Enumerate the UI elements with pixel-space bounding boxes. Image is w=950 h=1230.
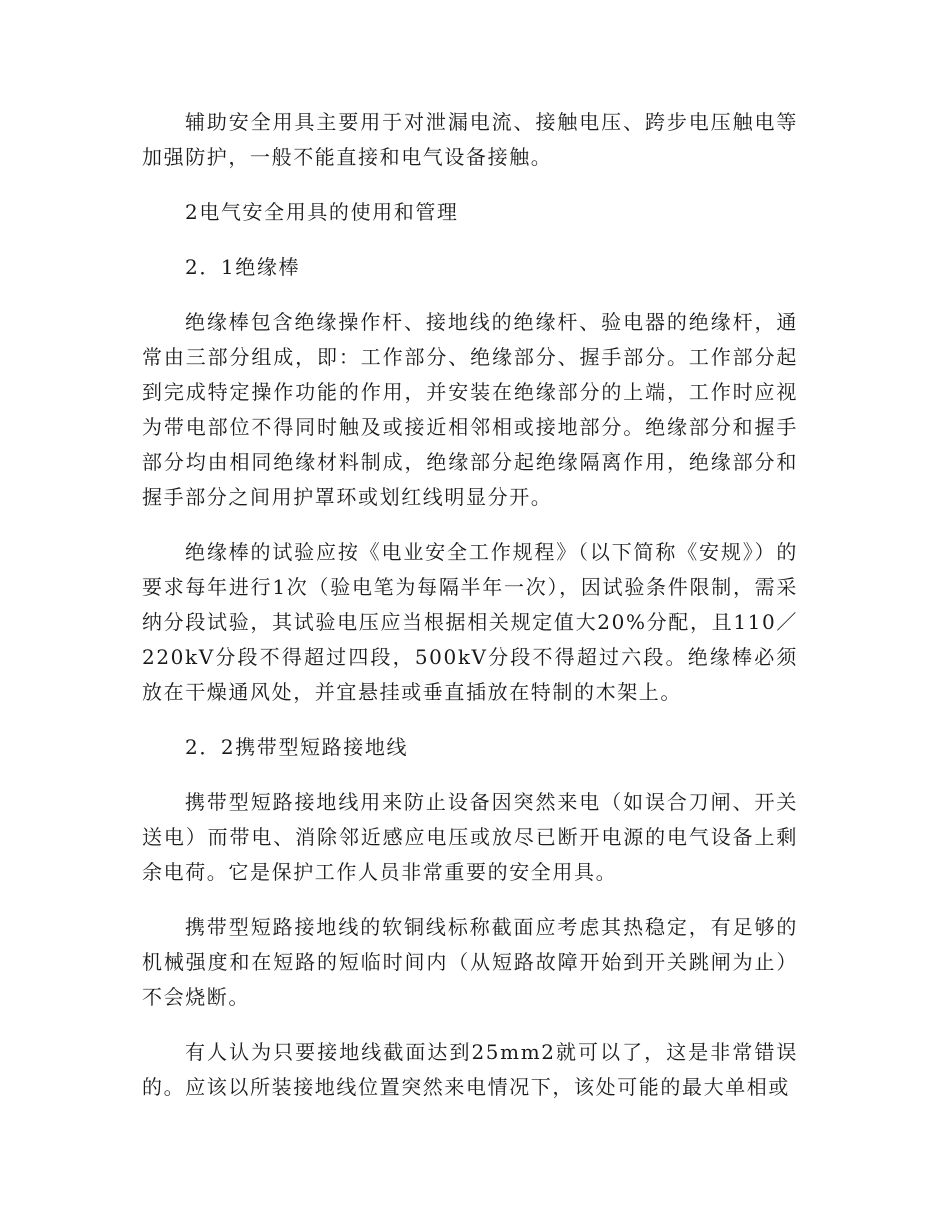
paragraph-auxiliary-safety-tools: 辅助安全用具主要用于对泄漏电流、接触电压、跨步电压触电等加强防护，一般不能直接和电气设备接触。: [142, 110, 798, 169]
paragraph-insulating-rod-testing: 绝缘棒的试验应按《电业安全工作规程》（以下简称《安规》）的要求每年进行1次（验电笔为每隔半年一次），因试验条件限制，需采纳分段试验，其试验电压应当根据相关规定值大20%分配，且110／220kV分段不得超过四段，500kV分段不得超过六段。绝缘棒必须放在干燥通风处，并宜悬挂或垂直插放在特制的木架上。: [142, 540, 798, 704]
subsection-heading-2-2: 2．2携带型短路接地线: [185, 735, 409, 759]
section-heading-2: 2电气安全用具的使用和管理: [185, 200, 459, 224]
paragraph-grounding-wire-purpose: 携带型短路接地线用来防止设备因突然来电（如误合刀闸、开关送电）而带电、消除邻近感应电压或放尽已断开电源的电气设备上剩余电荷。它是保护工作人员非常重要的安全用具。: [142, 790, 798, 884]
subsection-heading-2-1: 2．1绝缘棒: [185, 255, 301, 279]
document-body: [142, 105, 798, 1125]
paragraph-grounding-wire-cross-section: 携带型短路接地线的软铜线标称截面应考虑其热稳定，有足够的机械强度和在短路的短临时间内（从短路故障开始到开关跳闸为止）不会烧断。: [142, 915, 798, 1009]
paragraph-insulating-rod-structure: 绝缘棒包含绝缘操作杆、接地线的绝缘杆、验电器的绝缘杆，通常由三部分组成，即：工作部分、绝缘部分、握手部分。工作部分起到完成特定操作功能的作用，并安装在绝缘部分的上端，工作时应视为带电部位不得同时触及或接近相邻相或接地部分。绝缘部分和握手部分均由相同绝缘材料制成，绝缘部分起绝缘隔离作用，绝缘部分和握手部分之间用护罩环或划红线明显分开。: [142, 310, 798, 509]
paragraph-grounding-wire-misconception: 有人认为只要接地线截面达到25mm2就可以了，这是非常错误的。应该以所装接地线位置突然来电情况下，该处可能的最大单相或: [142, 1040, 798, 1099]
